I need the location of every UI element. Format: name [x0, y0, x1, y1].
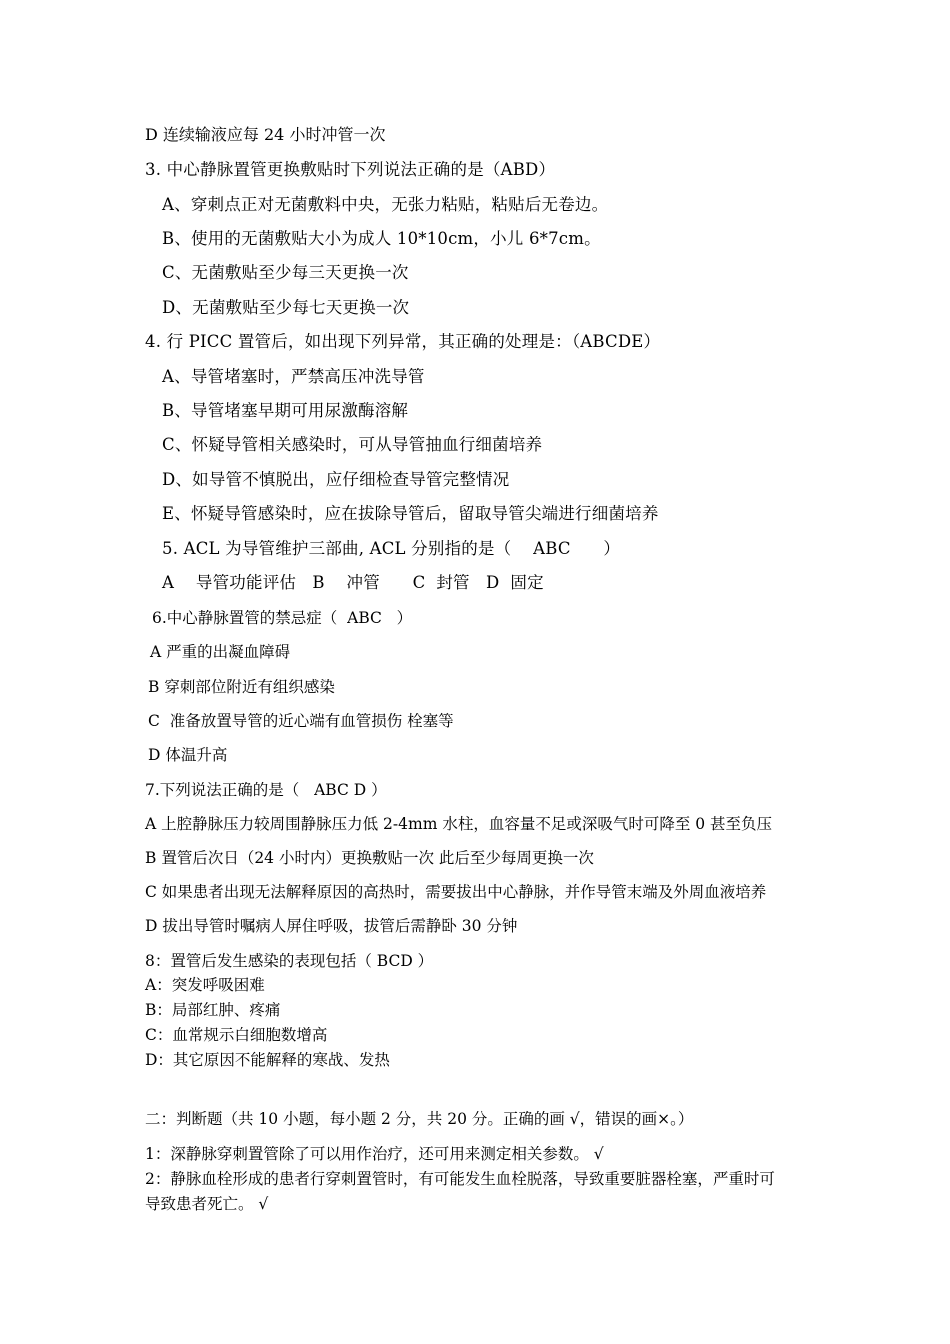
- question-8: 8：置管后发生感染的表现包括（ BCD ）: [145, 952, 434, 970]
- q3-option-a: A、穿刺点正对无菌敷料中央，无张力粘贴，粘贴后无卷边。: [162, 195, 609, 214]
- question-5: 5. ACL 为导管维护三部曲, ACL 分别指的是（ ABC ）: [162, 539, 621, 558]
- q7-option-c: C 如果患者出现无法解释原因的高热时，需要拔出中心静脉，并作导管末端及外周血液培养: [145, 883, 767, 901]
- q5-options: A 导管功能评估 B 冲管 C 封管 D 固定: [162, 573, 544, 592]
- q7-option-b: B 置管后次日（24 小时内）更换敷贴一次 此后至少每周更换一次: [145, 849, 594, 867]
- judgment-1: 1：深静脉穿刺置管除了可以用作治疗，还可用来测定相关参数。 √: [145, 1145, 604, 1163]
- q8-option-a: A：突发呼吸困难: [145, 976, 265, 994]
- q4-option-c: C、怀疑导管相关感染时，可从导管抽血行细菌培养: [162, 435, 543, 454]
- q8-option-b: B：局部红肿、疼痛: [145, 1001, 281, 1019]
- q6-option-d: D 体温升高: [148, 746, 228, 764]
- judgment-2-line-1: 2：静脉血栓形成的患者行穿刺置管时，有可能发生血栓脱落，导致重要脏器栓塞，严重时可: [145, 1170, 775, 1188]
- q3-option-c: C、无菌敷贴至少每三天更换一次: [162, 263, 409, 282]
- q3-option-d: D、无菌敷贴至少每七天更换一次: [162, 298, 410, 317]
- q4-option-d: D、如导管不慎脱出，应仔细检查导管完整情况: [162, 470, 510, 489]
- q6-option-c: C 准备放置导管的近心端有血管损伤 栓塞等: [148, 712, 454, 730]
- section-2-heading: 二：判断题（共 10 小题，每小题 2 分，共 20 分。正确的画 √，错误的画×。）: [145, 1110, 694, 1128]
- question-7: 7.下列说法正确的是（ ABC D ）: [145, 781, 387, 799]
- question-3: 3. 中心静脉置管更换敷贴时下列说法正确的是（ABD）: [145, 160, 556, 179]
- q6-option-b: B 穿刺部位附近有组织感染: [148, 678, 335, 696]
- question-4: 4. 行 PICC 置管后，如出现下列异常，其正确的处理是：（ABCDE）: [145, 332, 661, 351]
- judgment-2-line-2: 导致患者死亡。 √: [145, 1195, 269, 1213]
- q6-option-a: A 严重的出凝血障碍: [150, 643, 291, 661]
- q7-option-a: A 上腔静脉压力较周围静脉压力低 2-4mm 水柱，血容量不足或深吸气时可降至 0 甚至负压: [145, 815, 773, 833]
- q8-option-d: D：其它原因不能解释的寒战、发热: [145, 1051, 390, 1069]
- q4-option-e: E、怀疑导管感染时，应在拔除导管后，留取导管尖端进行细菌培养: [162, 504, 659, 523]
- q3-option-b: B、使用的无菌敷贴大小为成人 10*10cm，小儿 6*7cm。: [162, 229, 601, 248]
- q4-option-a: A、导管堵塞时，严禁高压冲洗导管: [162, 367, 425, 386]
- question-6: 6.中心静脉置管的禁忌症（ ABC ）: [152, 609, 413, 627]
- q8-option-c: C：血常规示白细胞数增高: [145, 1026, 328, 1044]
- q4-option-b: B、导管堵塞早期可用尿激酶溶解: [162, 401, 409, 420]
- q7-option-d: D 拔出导管时嘱病人屏住呼吸，拔管后需静卧 30 分钟: [145, 917, 518, 935]
- option-d-flush-24h: D 连续输液应每 24 小时冲管一次: [145, 125, 386, 144]
